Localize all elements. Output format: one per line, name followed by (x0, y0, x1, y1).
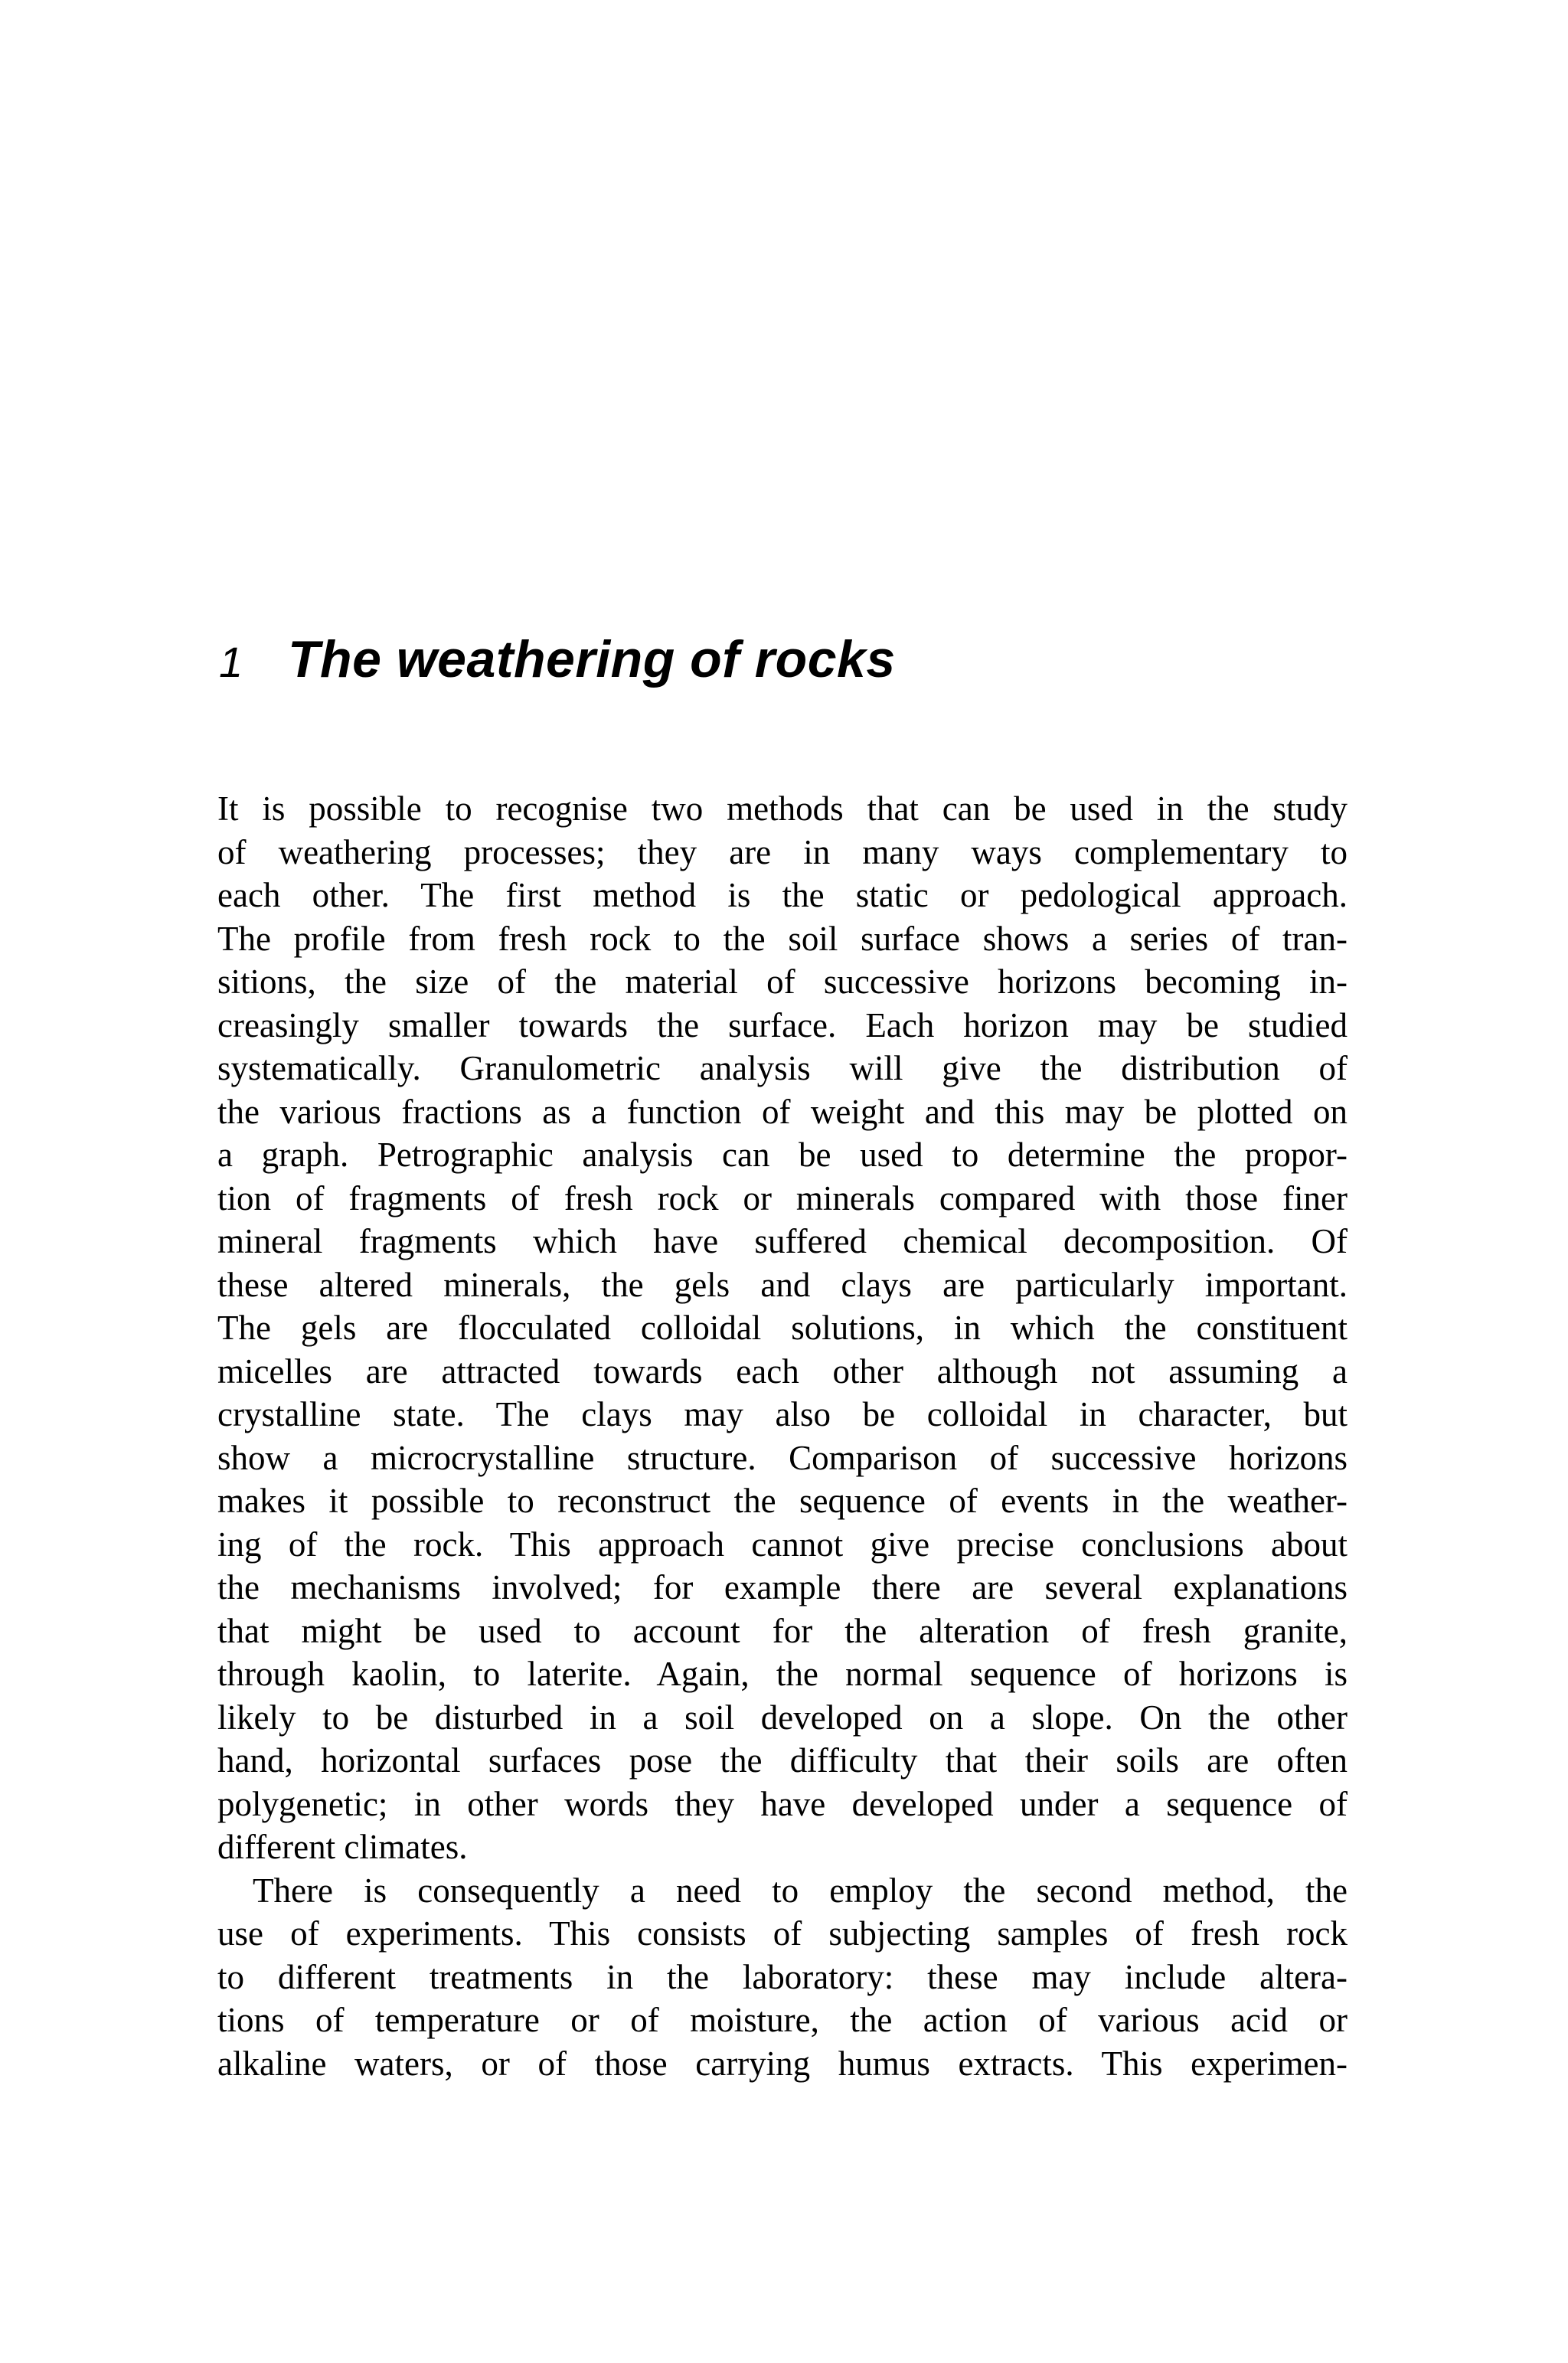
text-line: There is consequently a need to employ the second method, the (253, 1871, 1348, 1910)
chapter-title: The weathering of rocks (288, 630, 896, 688)
text-line: different climates. (217, 1828, 468, 1866)
text-line: mineral fragments which have suffered chemical decomposition. Of (217, 1222, 1348, 1260)
text-line: The profile from fresh rock to the soil surface shows a series of tran- (217, 919, 1348, 958)
text-line: the mechanisms involved; for example there are several explanations (217, 1568, 1348, 1606)
text-line: crystalline state. The clays may also be colloidal in character, but (217, 1395, 1348, 1433)
text-line: tions of temperature or of moisture, the action of various acid or (217, 2001, 1348, 2039)
text-line: tion of fragments of fresh rock or minerals compared with those finer (217, 1178, 1348, 1217)
text-line: show a microcrystalline structure. Comparison of successive horizons (217, 1438, 1348, 1477)
text-line: that might be used to account for the alteration of fresh granite, (217, 1611, 1348, 1650)
chapter-number: 1 (219, 638, 243, 686)
body-text (217, 787, 1348, 2085)
text-line: a graph. Petrographic analysis can be used to determine the propor- (217, 1136, 1348, 1174)
text-line: alkaline waters, or of those carrying humus extracts. This experimen- (217, 2044, 1348, 2083)
text-line: sitions, the size of the material of successive horizons becoming in- (217, 963, 1348, 1001)
text-line: creasingly smaller towards the surface. Each horizon may be studied (217, 1005, 1348, 1044)
text-line: the various fractions as a function of weight and this may be plotted on (217, 1092, 1348, 1131)
text-line: hand, horizontal surfaces pose the difficulty that their soils are often (217, 1741, 1348, 1780)
text-line: It is possible to recognise two methods that can be used in the study (217, 789, 1348, 828)
chapter-heading (219, 629, 896, 689)
text-line: The gels are flocculated colloidal solutions, in which the constituent (217, 1309, 1348, 1347)
text-line: of weathering processes; they are in many ways complementary to (217, 832, 1348, 871)
text-line: to different treatments in the laboratory: these may include altera- (217, 1957, 1348, 1996)
paragraph-1 (217, 787, 1348, 1869)
text-line: each other. The first method is the static or pedological approach. (217, 876, 1348, 914)
paragraph-2 (217, 1869, 1348, 2086)
text-line: likely to be disturbed in a soil developed on a slope. On the other (217, 1698, 1348, 1737)
text-line: these altered minerals, the gels and clays are particularly important. (217, 1265, 1348, 1304)
text-line: use of experiments. This consists of subjecting samples of fresh rock (217, 1914, 1348, 1953)
text-line: makes it possible to reconstruct the sequence of events in the weather- (217, 1482, 1348, 1520)
text-line: through kaolin, to laterite. Again, the normal sequence of horizons is (217, 1655, 1348, 1693)
text-line: micelles are attracted towards each other although not assuming a (217, 1351, 1348, 1391)
text-line: systematically. Granulometric analysis will give the distribution of (217, 1049, 1348, 1087)
text-line: polygenetic; in other words they have developed under a sequence of (217, 1784, 1348, 1823)
text-line: ing of the rock. This approach cannot give precise conclusions about (217, 1525, 1348, 1564)
